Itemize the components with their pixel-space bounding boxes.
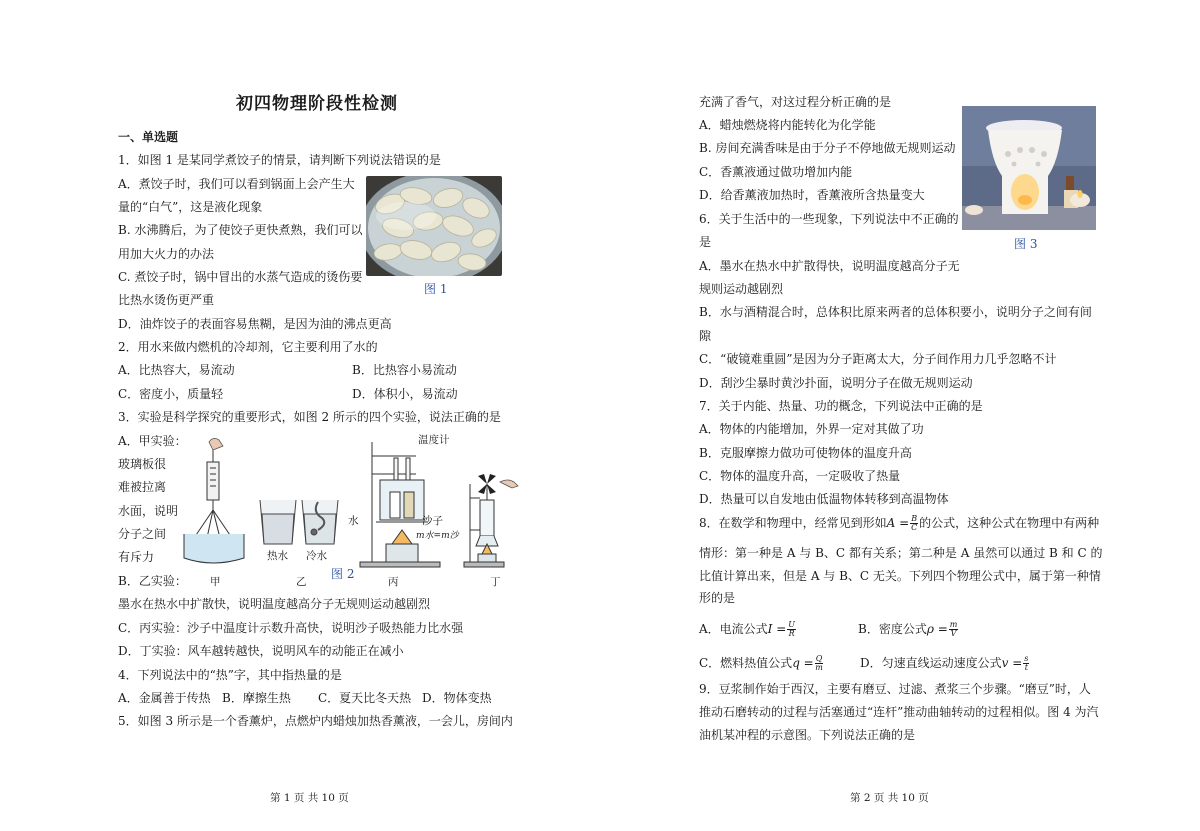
q1-option-a-line1: A．煮饺子时，我们可以看到锅面上会产生大 bbox=[118, 177, 355, 191]
q8-option-a-numerator: U bbox=[788, 620, 796, 629]
q6-option-c: C．“破镜难重圆”是因为分子距离太大，分子间作用力几乎忽略不计 bbox=[699, 352, 1057, 366]
q7-option-c: C．物体的温度升高，一定吸收了热量 bbox=[699, 469, 901, 483]
q2-option-d: D．体积小，易流动 bbox=[352, 387, 458, 401]
fig2-water-label: 水 bbox=[348, 515, 359, 527]
q3-option-d: D．丁实验：风车越转越快，说明风车的动能正在减小 bbox=[118, 644, 404, 658]
q8-option-b-fraction bbox=[949, 621, 959, 638]
q8-option-d-numerator: s bbox=[1024, 654, 1029, 663]
q8-option-b bbox=[858, 621, 959, 638]
q1-option-d: D．油炸饺子的表面容易焦糊，是因为油的沸点更高 bbox=[118, 317, 392, 331]
fig2-mass-equation: m水=m沙 bbox=[416, 531, 459, 541]
q8-option-c-denominator: m bbox=[815, 663, 823, 672]
q8-option-a-label: A．电流公式 bbox=[699, 622, 768, 636]
q7-option-d: D．热量可以自发地由低温物体转移到高温物体 bbox=[699, 492, 949, 506]
q5-stem-part2: 充满了香气，对这过程分析正确的是 bbox=[699, 95, 892, 109]
q8-option-d-denominator: t bbox=[1024, 663, 1028, 672]
q8-option-c bbox=[699, 655, 824, 672]
fig2-label-bing: 丙 bbox=[388, 576, 399, 588]
q8-stem-suffix: 的公式，这种公式在物理中有两种 bbox=[919, 516, 1100, 530]
q6-option-b-line1: B．水与酒精混合时，总体积比原来两者的总体积要小，说明分子之间有间 bbox=[699, 305, 1092, 319]
q8-option-c-numerator: Q bbox=[815, 654, 823, 663]
q8-stem-line4: 形的是 bbox=[699, 591, 736, 605]
q3-option-a-line1: A．甲实验： bbox=[118, 434, 187, 448]
q8-option-c-fraction bbox=[815, 655, 824, 672]
q5-stem-part1: 5．如图 3 所示是一个香薰炉，点燃炉内蜡烛加热香薰液，一会儿，房间内 bbox=[118, 714, 513, 728]
q1-stem: 1．如图 1 是某同学煮饺子的情景，请判断下列说法错误的是 bbox=[118, 153, 441, 167]
q6-option-d: D．刮沙尘暴时黄沙扑面，说明分子在做无规则运动 bbox=[699, 376, 973, 390]
q8-formula-denominator: C bbox=[911, 523, 918, 532]
q8-option-a-denominator: R bbox=[788, 629, 795, 638]
q5-option-b: B. 房间充满香味是由于分子不停地做无规则运动 bbox=[699, 141, 956, 155]
q3-option-a-line5: 分子之间 bbox=[118, 527, 167, 541]
q8-option-b-label: B．密度公式 bbox=[858, 622, 927, 636]
left-page-footer: 第 1 页 共 10 页 bbox=[270, 792, 349, 804]
q8-option-c-label: C．燃料热值公式 bbox=[699, 656, 793, 670]
q4-option-c: C．夏天比冬天热 bbox=[318, 691, 412, 705]
q3-option-a-line3: 难被拉离 bbox=[118, 480, 167, 494]
page-title: 初四物理阶段性检测 bbox=[236, 94, 398, 114]
fig2-hot-water-label: 热水 bbox=[267, 550, 288, 562]
q3-option-c: C．丙实验：沙子中温度计示数升高快，说明沙子吸热能力比水强 bbox=[118, 621, 464, 635]
q1-option-a-line2: 量的“白气”，这是液化现象 bbox=[118, 200, 263, 214]
q5-option-d: D．给香薰液加热时，香薰液所含热量变大 bbox=[699, 188, 925, 202]
q9-stem-line1: 9．豆浆制作始于西汉，主要有磨豆、过滤、煮浆三个步骤。“磨豆”时，人 bbox=[699, 682, 1091, 696]
fig2-label-jia: 甲 bbox=[210, 576, 221, 588]
figure-1-caption: 图 1 bbox=[424, 282, 448, 296]
q7-stem: 7．关于内能、热量、功的概念，下列说法中正确的是 bbox=[699, 399, 983, 413]
q1-option-b-line2: 用加大火力的办法 bbox=[118, 247, 215, 261]
q3-option-b-line1: B．乙实验： bbox=[118, 574, 187, 588]
q5-option-a: A．蜡烛燃烧将内能转化为化学能 bbox=[699, 118, 876, 132]
q8-formula-numerator: B bbox=[911, 514, 918, 523]
q8-option-d-lhs: v = bbox=[1001, 656, 1023, 670]
q2-stem: 2．用水来做内燃机的冷却剂，它主要利用了水的 bbox=[118, 340, 378, 354]
q8-option-d-label: D．匀速直线运动速度公式 bbox=[860, 656, 1002, 670]
q8-option-a bbox=[699, 621, 797, 638]
q6-stem-line1: 6．关于生活中的一些现象，下列说法中不正确的 bbox=[699, 212, 959, 226]
fig2-label-ding: 丁 bbox=[490, 576, 501, 588]
figure-3-caption: 图 3 bbox=[1014, 237, 1038, 251]
q2-option-a: A．比热容大，易流动 bbox=[118, 363, 235, 377]
q3-stem: 3．实验是科学探究的重要形式，如图 2 所示的四个实验，说法正确的是 bbox=[118, 410, 501, 424]
right-page-footer: 第 2 页 共 10 页 bbox=[850, 792, 929, 804]
q8-option-b-lhs: ρ = bbox=[926, 622, 948, 636]
q6-option-a-line2: 规则运动越剧烈 bbox=[699, 282, 784, 296]
experiment-figure-2 bbox=[180, 438, 540, 578]
q4-option-b: B．摩擦生热 bbox=[222, 691, 291, 705]
q4-stem: 4．下列说法中的“热”字，其中指热量的是 bbox=[118, 668, 342, 682]
q2-option-b: B．比热容小易流动 bbox=[352, 363, 457, 377]
fig2-thermometer-label: 温度计 bbox=[418, 434, 450, 446]
q6-option-b-line2: 隙 bbox=[699, 329, 712, 343]
q8-option-b-numerator: m bbox=[949, 620, 958, 629]
q6-option-a-line1: A．墨水在热水中扩散得快，说明温度越高分子无 bbox=[699, 259, 960, 273]
figure-2-caption: 图 2 bbox=[331, 567, 355, 581]
q3-option-a-line4: 水面，说明 bbox=[118, 504, 179, 518]
q4-option-a: A．金属善于传热 bbox=[118, 691, 211, 705]
q7-option-a: A．物体的内能增加，外界一定对其做了功 bbox=[699, 422, 924, 436]
q8-formula-lhs: A = bbox=[886, 516, 910, 530]
aroma-burner-photo bbox=[962, 106, 1096, 230]
section-heading: 一、单选题 bbox=[118, 130, 179, 144]
q9-stem-line2: 推动石磨转动的过程与活塞通过“连杆”推动曲轴转动的过程相似。图 4 为汽 bbox=[699, 705, 1099, 719]
q8-option-c-lhs: q = bbox=[792, 656, 814, 670]
fig2-sand-label: 沙子 bbox=[422, 515, 443, 527]
q1-option-c-line1: C. 煮饺子时，锅中冒出的水蒸气造成的烫伤要 bbox=[118, 270, 363, 284]
q8-option-b-denominator: V bbox=[950, 629, 957, 638]
q8-option-d-fraction bbox=[1023, 655, 1029, 672]
q8-stem-prefix: 8．在数学和物理中，经常见到形如 bbox=[699, 516, 887, 530]
fig2-cold-water-label: 冷水 bbox=[306, 550, 327, 562]
q8-formula-fraction bbox=[910, 515, 918, 532]
q8-option-a-fraction bbox=[787, 621, 796, 638]
q8-stem-line3: 比值计算出来，但是 A 与 B、C 无关。下列四个物理公式中，属于第一种情 bbox=[699, 569, 1101, 583]
q8-option-a-lhs: I = bbox=[767, 622, 787, 636]
q9-stem-line3: 油机某冲程的示意图。下列说法正确的是 bbox=[699, 728, 916, 742]
q8-option-d bbox=[860, 655, 1030, 672]
q8-stem-line1 bbox=[699, 515, 1099, 532]
q8-stem-line2: 情形：第一种是 A 与 B、C 都有关系；第二种是 A 虽然可以通过 B 和 C 的 bbox=[699, 546, 1103, 560]
q7-option-b: B．克服摩擦力做功可使物体的温度升高 bbox=[699, 446, 912, 460]
dumplings-photo bbox=[366, 176, 502, 276]
q4-option-d: D．物体变热 bbox=[422, 691, 492, 705]
q5-option-c: C．香薰液通过做功增加内能 bbox=[699, 165, 853, 179]
q1-option-c-line2: 比热水烫伤更严重 bbox=[118, 293, 215, 307]
q2-option-c: C．密度小，质量轻 bbox=[118, 387, 224, 401]
q1-option-b-line1: B. 水沸腾后，为了使饺子更快煮熟，我们可以 bbox=[118, 223, 363, 237]
q3-option-b-line2: 墨水在热水中扩散快，说明温度越高分子无规则运动越剧烈 bbox=[118, 597, 431, 611]
q3-option-a-line2: 玻璃板很 bbox=[118, 457, 167, 471]
q3-option-a-line6: 有斥力 bbox=[118, 550, 155, 564]
q6-stem-line2: 是 bbox=[699, 235, 712, 249]
fig2-label-yi: 乙 bbox=[296, 576, 307, 588]
